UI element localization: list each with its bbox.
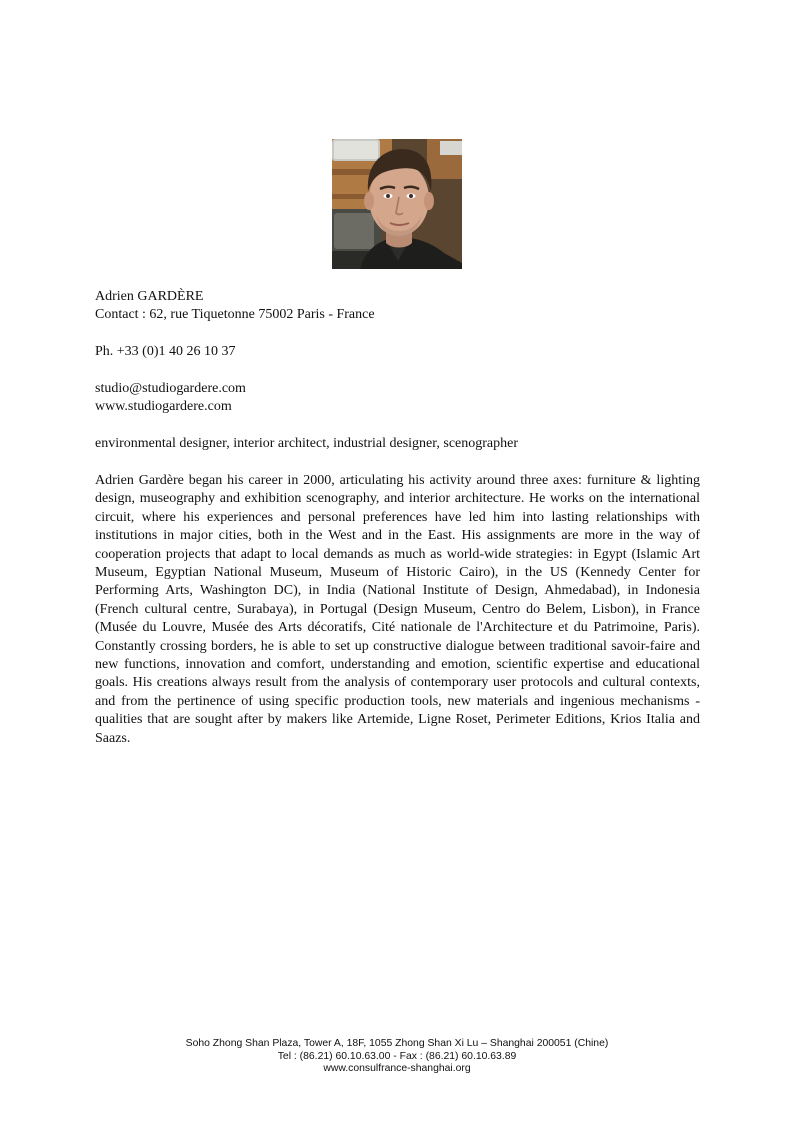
- roles-line: environmental designer, interior architect, industrial designer, scenographer: [95, 436, 519, 452]
- portrait-photo: [332, 139, 462, 269]
- website-link[interactable]: www.studiogardere.com: [95, 399, 232, 415]
- contact-address: Contact : 62, rue Tiquetonne 75002 Paris - France: [95, 307, 375, 323]
- footer-address: Soho Zhong Shan Plaza, Tower A, 18F, 1055 Zhong Shan Xi Lu – Shanghai 200051 (Chine): [185, 1038, 609, 1049]
- email-link[interactable]: studio@studiogardere.com: [95, 381, 246, 396]
- contact-block: [95, 288, 700, 748]
- phone-number: Ph. +33 (0)1 40 26 10 37: [95, 344, 236, 360]
- biography-paragraph: Adrien Gardère began his career in 2000, articulating his activity around three axes: furniture & lighting design, museography and exhibition scenography, and interior architecture. He works on the international circuit, where his experiences and personal preferences have led him into lasting relationships with institutions in major cities, both in the West and in the East. His assignments are more in the way of cooperation projects that adapt to local demands as much as world-wide strategies: in Egypt (Islamic Art Museum, Egyptian National Museum, Museum of Historic Cairo), in the US (Kennedy Center for Performing Arts, Washington DC), in India (National Institute of Design, Ahmedabad), in Indonesia (French cultural centre, Surabaya), in Portugal (Design Museum, Centro do Belem, Lisbon), in France (Musée du Louvre, Musée des Arts décoratifs, Cité nationale de l'Architecture et du Patrimoine, Paris). Constantly crossing borders, he is able to set up constructive dialogue between traditional savoir-faire and new functions, innovation and comfort, understanding and emotion, scientific expertise and educational goals. His creations always result from the analysis of contemporary user protocols and cultural contexts, and from the pertinence of using specific production tools, new materials and ingenious mechanisms - qualities that are sought after by makers like Artemide, Ligne Roset, Perimeter Editions, Krios Italia and Saazs.: [95, 473, 700, 746]
- footer-phone-fax: Tel : (86.21) 60.10.63.00 - Fax : (86.21) 60.10.63.89: [277, 1050, 517, 1062]
- page-footer: [0, 1038, 794, 1076]
- portrait-photo-icon: [332, 139, 462, 269]
- footer-website[interactable]: www.consulfrance-shanghai.org: [323, 1063, 471, 1075]
- person-name: Adrien GARDÈRE: [95, 289, 204, 304]
